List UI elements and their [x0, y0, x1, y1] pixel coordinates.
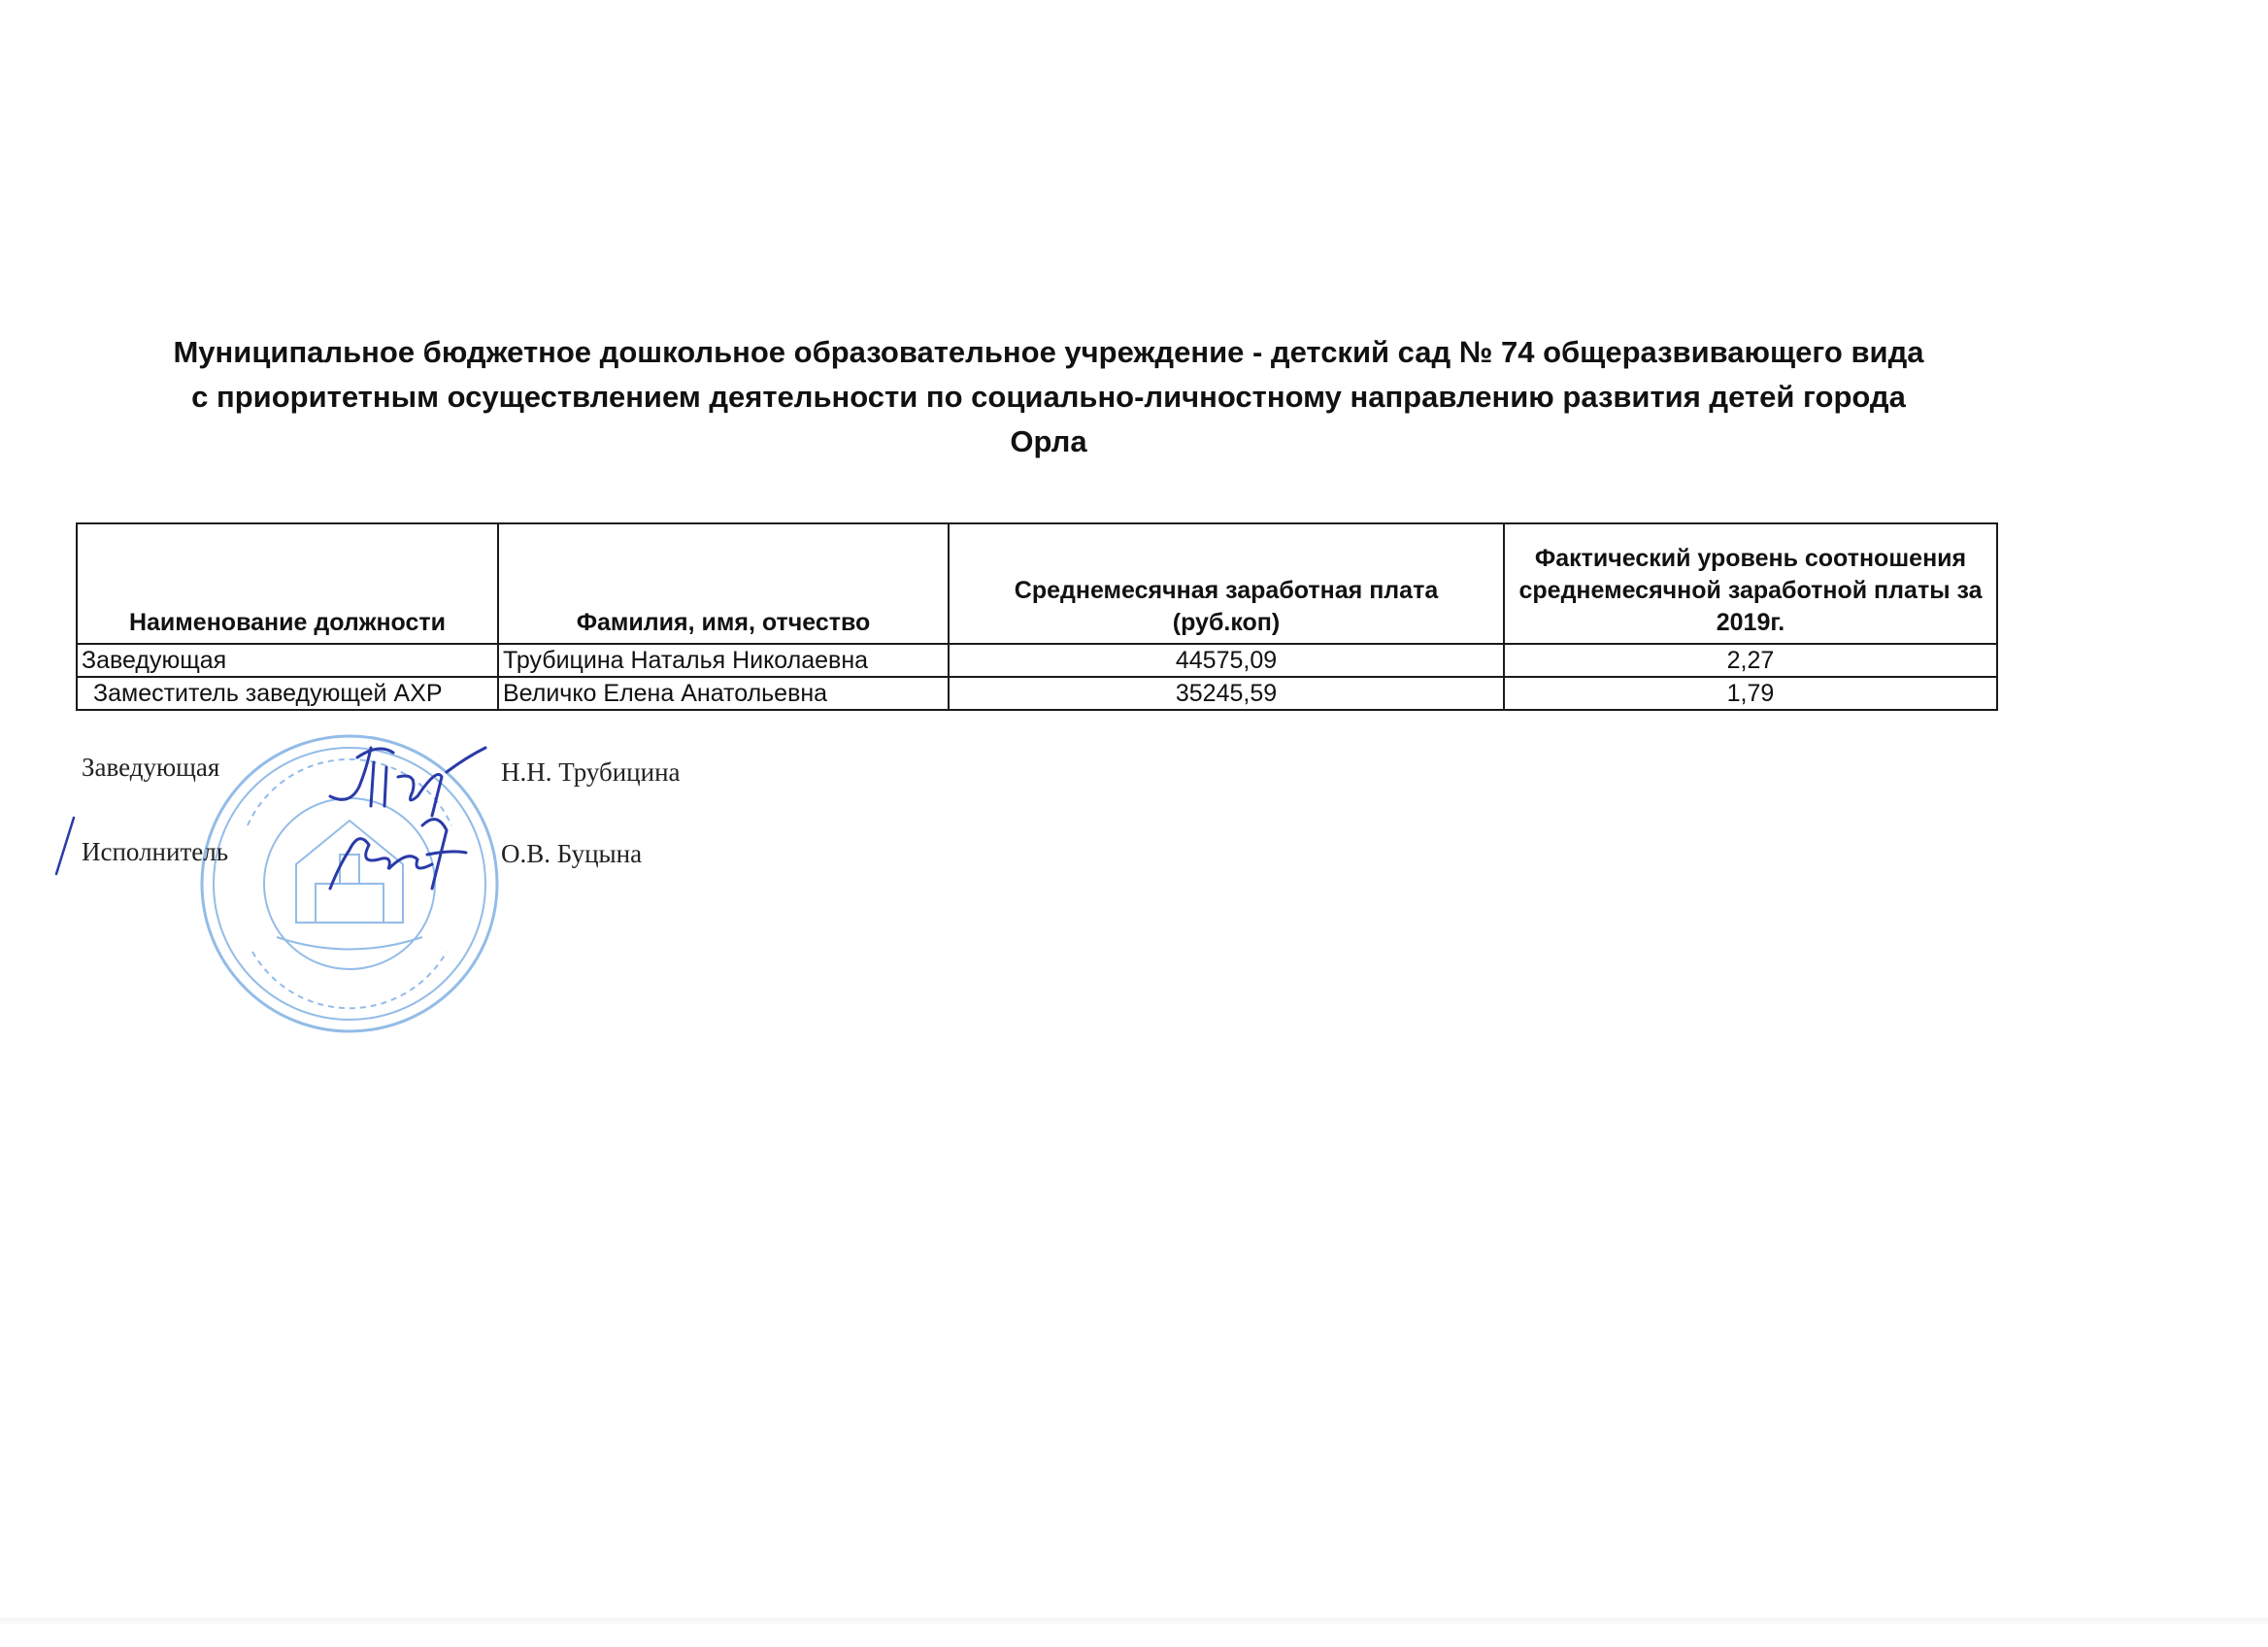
cell-position: Заведующая: [77, 644, 498, 677]
cell-average-salary: 35245,59: [949, 677, 1504, 710]
header-salary-ratio: Фактический уровень соотношения среднемесячной заработной платы за 2019г.: [1504, 523, 1997, 644]
cell-salary-ratio: 1,79: [1504, 677, 1997, 710]
cell-position: Заместитель заведующей АХР: [77, 677, 498, 710]
head-name-label: Н.Н. Трубицина: [501, 757, 681, 787]
header-full-name: Фамилия, имя, отчество: [498, 523, 949, 644]
header-position: Наименование должности: [77, 523, 498, 644]
margin-pen-mark: [50, 814, 80, 878]
table-header-row: [77, 523, 1997, 644]
cell-average-salary: 44575,09: [949, 644, 1504, 677]
table-row: [77, 644, 1997, 677]
head-role-label: Заведующая: [82, 753, 220, 782]
title-line-3: Орла: [1010, 424, 1087, 458]
table-row: [77, 677, 1997, 710]
cell-full-name: Величко Елена Анатольевна: [498, 677, 949, 710]
page-bottom-edge: [0, 1618, 2268, 1624]
executor-name-label: О.В. Буцына: [501, 839, 643, 868]
executor-signature: [320, 806, 476, 903]
title-line-1: Муниципальное бюджетное дошкольное образовательное учреждение - детский сад № 74 общеразвивающего вида: [173, 335, 1924, 369]
header-average-salary: Среднемесячная заработная плата (руб.коп): [949, 523, 1504, 644]
document-title: [87, 330, 2010, 464]
cell-full-name: Трубицина Наталья Николаевна: [498, 644, 949, 677]
cell-salary-ratio: 2,27: [1504, 644, 1997, 677]
salary-table: [76, 522, 1998, 711]
executor-role-label: Исполнитель: [82, 837, 229, 866]
title-line-2: с приоритетным осуществлением деятельности по социально-личностному направлению развития детей города: [191, 380, 1906, 414]
